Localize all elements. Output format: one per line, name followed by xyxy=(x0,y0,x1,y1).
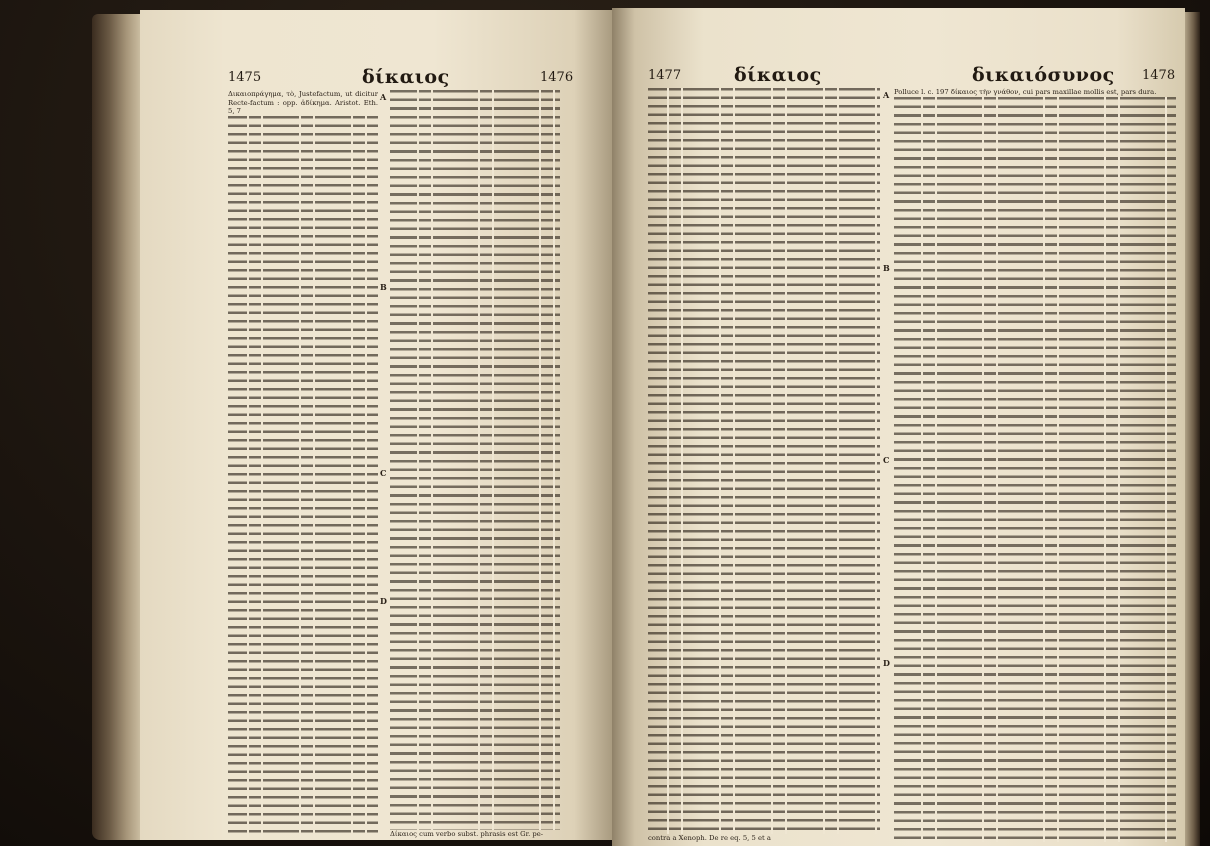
margin-letter-d: D xyxy=(380,596,387,606)
page-edges-right xyxy=(1184,12,1200,846)
margin-letter-a: A xyxy=(883,90,890,100)
running-head-right: δικαιόσυνος xyxy=(972,64,1115,86)
column-number-1478: 1478 xyxy=(1142,68,1176,83)
entry-text: contra a Xenoph. De re eq. 5, 5 et a xyxy=(648,833,771,842)
text-column-1477 xyxy=(648,88,880,842)
text-column-1475 xyxy=(228,90,378,838)
column-number-1475: 1475 xyxy=(228,70,262,85)
text-column-1476 xyxy=(390,90,560,838)
entry-text: Polluce l. c. 197 δίκαιος τὴν γνάθον, cui pars maxillae mollis est, pars dura. xyxy=(894,88,1157,96)
left-page xyxy=(140,10,612,840)
margin-letter-c: C xyxy=(883,455,890,465)
margin-letter-a: A xyxy=(380,92,387,102)
page-edges-left xyxy=(92,14,142,840)
margin-letter-b: B xyxy=(883,263,890,273)
right-page xyxy=(612,8,1185,846)
margin-letter-d: D xyxy=(883,658,890,668)
margin-letter-b: B xyxy=(380,282,387,292)
column-number-1477: 1477 xyxy=(648,68,682,83)
entry-text: Δικαιοπράγημα, τὸ, Justefactum, ut dicitur Recte-factum : opp. ἀδίκημα. Aristot. Eth. 5, 7 xyxy=(228,90,378,115)
text-lines xyxy=(390,90,560,830)
entry-text: Δίκαιος cum verbo subst. phrasis est Gr. pe- xyxy=(390,829,544,838)
running-head: δίκαιος xyxy=(362,66,450,88)
column-number-1476: 1476 xyxy=(540,70,574,85)
text-column-1478 xyxy=(894,88,1176,842)
text-lines xyxy=(894,97,1176,843)
text-lines xyxy=(228,116,378,839)
text-lines xyxy=(648,88,880,834)
running-head-left: δίκαιος xyxy=(734,64,822,86)
margin-letter-c: C xyxy=(380,468,387,478)
